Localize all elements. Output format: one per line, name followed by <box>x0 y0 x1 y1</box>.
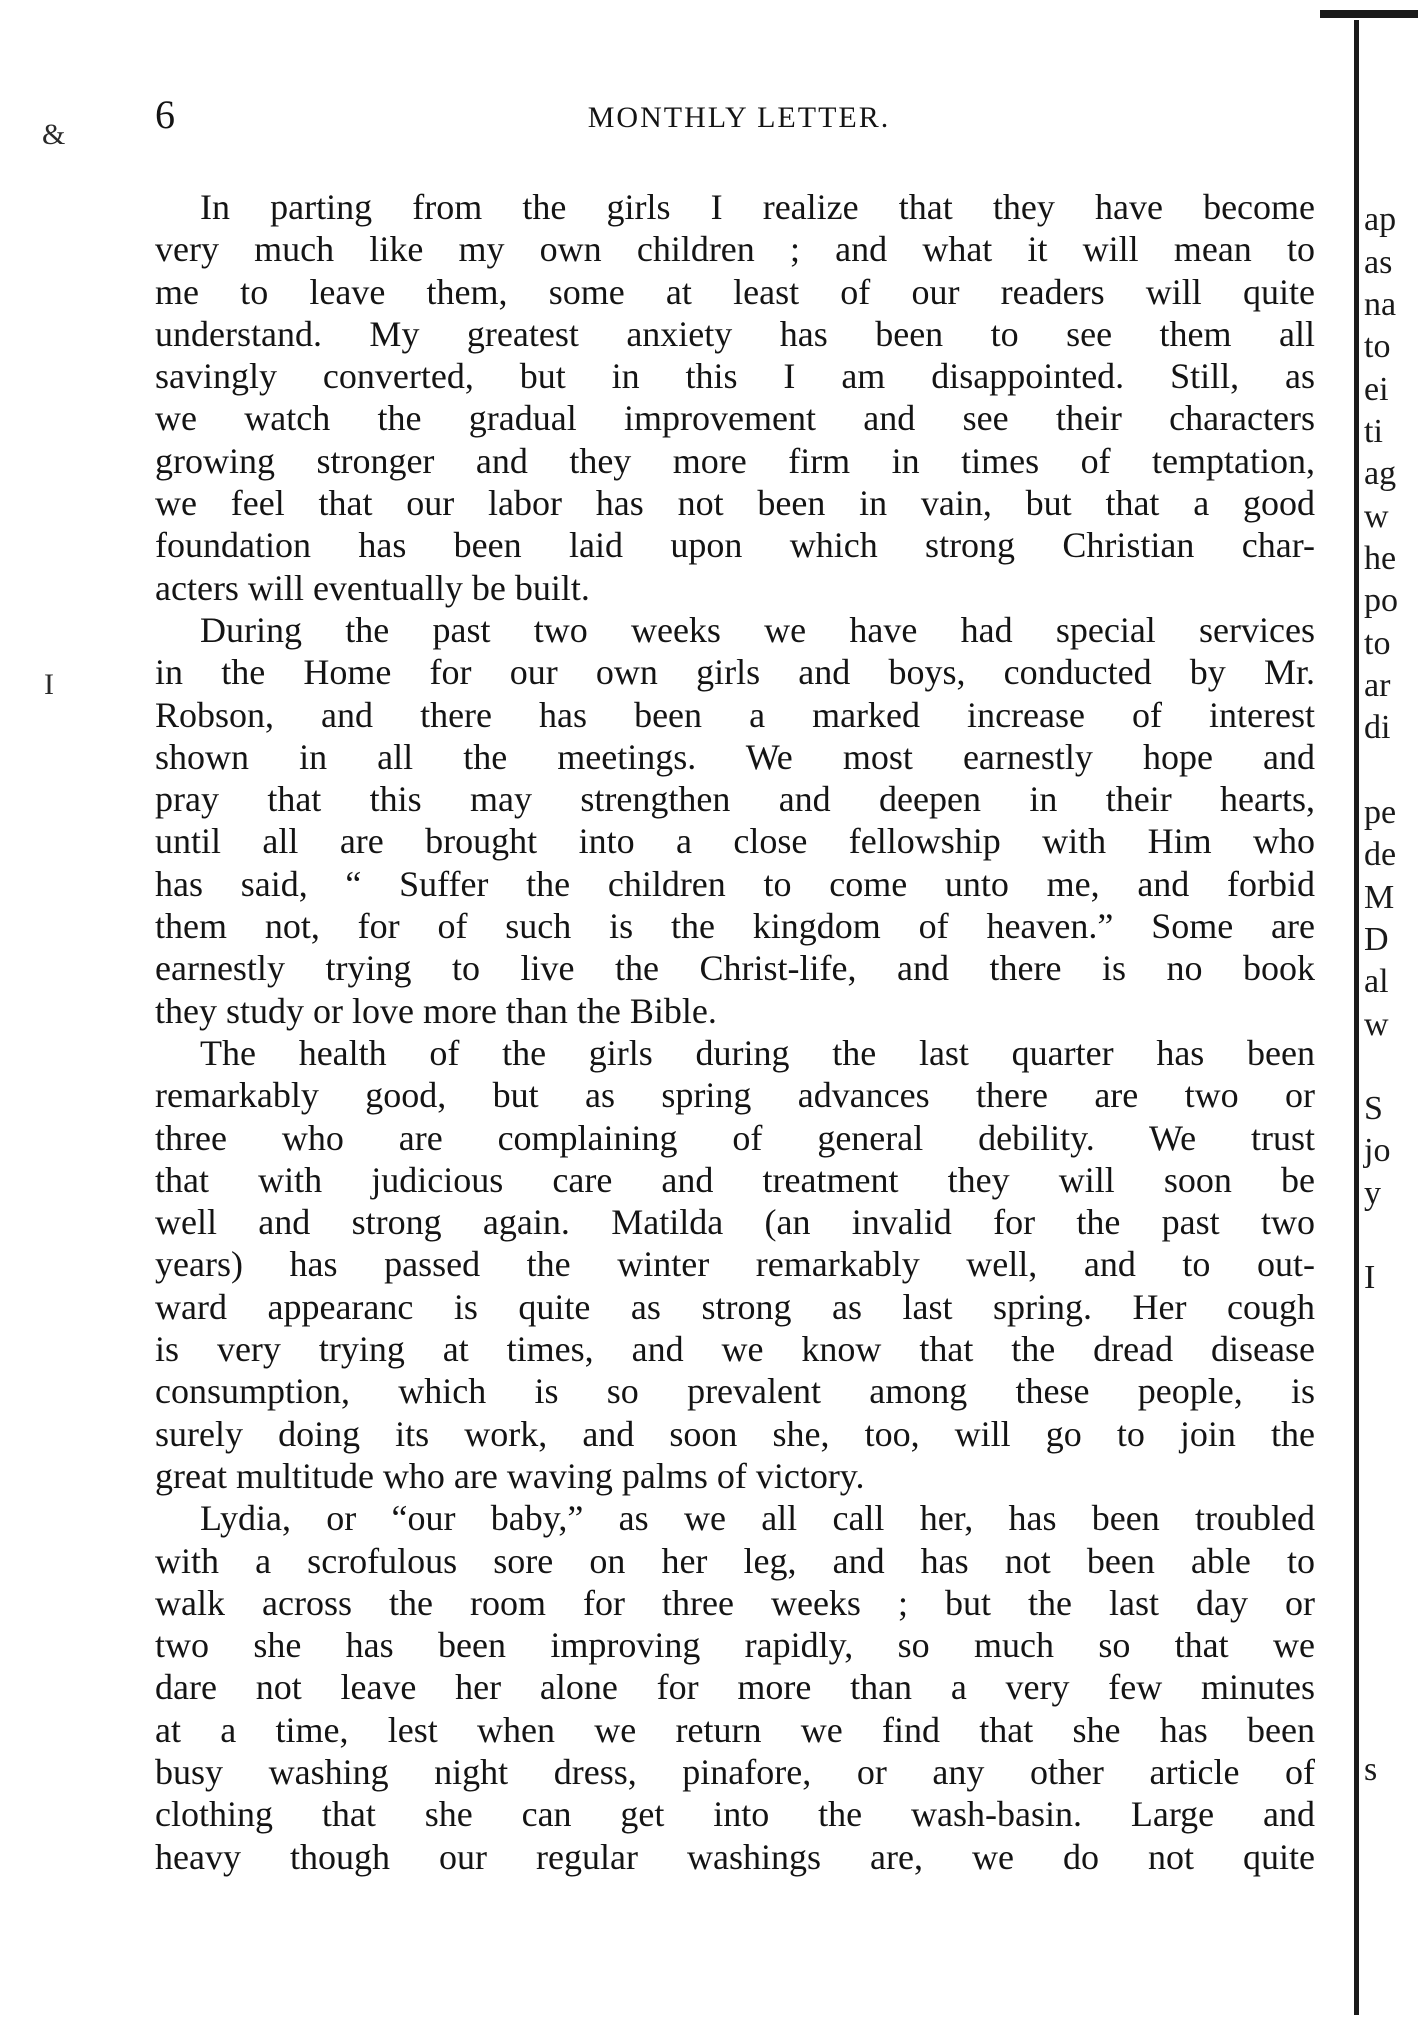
text-line: at a time, lest when we return we find that she has been <box>155 1709 1315 1750</box>
text-line: pray that this may strengthen and deepen in their hearts, <box>155 779 1315 820</box>
text-line: The health of the girls during the last quarter has been <box>200 1032 1315 1073</box>
running-title: MONTHLY LETTER. <box>587 101 891 134</box>
text-line: busy washing night dress, pinafore, or any other article of <box>155 1751 1315 1792</box>
bleed-fragment: ei <box>1364 371 1389 408</box>
bleed-fragment: as <box>1364 244 1393 281</box>
bleed-fragment: he <box>1364 540 1397 577</box>
bleed-fragment: jo <box>1364 1132 1391 1169</box>
bleed-fragment: s <box>1364 1751 1378 1788</box>
text-line: until all are brought into a close fellowship with Him who <box>155 821 1315 862</box>
text-line: they study or love more than the Bible. <box>155 990 717 1031</box>
text-line: Robson, and there has been a marked increase of interest <box>155 694 1315 735</box>
bleed-fragment: w <box>1364 1006 1389 1043</box>
left-margin-mark: & <box>42 118 66 151</box>
bleed-fragment: ti <box>1364 413 1383 450</box>
bleed-fragment: po <box>1364 582 1398 619</box>
bleed-fragment: w <box>1364 498 1389 535</box>
bleed-fragment: pe <box>1364 794 1397 831</box>
bleed-fragment: ap <box>1364 201 1397 238</box>
text-line: well and strong again. Matilda (an invalid for the past two <box>155 1202 1315 1243</box>
text-line: foundation has been laid upon which strong Christian char- <box>155 525 1315 566</box>
text-line: clothing that she can get into the wash-basin. Large and <box>155 1794 1315 1835</box>
text-line: is very trying at times, and we know that the dread disease <box>155 1329 1315 1370</box>
text-line: heavy though our regular washings are, we do not quite <box>155 1836 1315 1877</box>
bleed-fragment: D <box>1364 921 1389 958</box>
bleed-vertical-rule <box>1354 20 1359 2015</box>
text-line: we watch the gradual improvement and see their characters <box>155 398 1315 439</box>
bleed-fragment: I <box>1364 1259 1376 1296</box>
text-line: ward appearanc is quite as strong as last spring. Her cough <box>155 1286 1315 1327</box>
text-line: years) has passed the winter remarkably well, and to out- <box>155 1244 1315 1285</box>
bleed-fragment: to <box>1364 328 1391 365</box>
bleed-fragment: ar <box>1364 667 1391 704</box>
text-line: consumption, which is so prevalent among these people, is <box>155 1371 1315 1412</box>
bleed-fragment: na <box>1364 286 1397 323</box>
page-number: 6 <box>155 92 175 137</box>
bleed-fragment: S <box>1364 1090 1383 1127</box>
text-line: them not, for of such is the kingdom of heaven.” Some are <box>155 906 1315 947</box>
bleed-fragment: M <box>1364 879 1395 916</box>
paragraph-health <box>155 1032 1315 1497</box>
text-line: dare not leave her alone for more than a very few minutes <box>155 1667 1315 1708</box>
paragraph-lydia <box>155 1497 1315 1878</box>
text-line: growing stronger and they more firm in times of temptation, <box>155 440 1315 481</box>
text-line: two she has been improving rapidly, so much so that we <box>155 1625 1315 1666</box>
bleed-fragment: de <box>1364 836 1397 873</box>
left-margin-mark: I <box>44 668 54 701</box>
text-line: surely doing its work, and soon she, too, will go to join the <box>155 1413 1315 1454</box>
text-line: very much like my own children ; and what it will mean to <box>155 229 1315 270</box>
text-line: During the past two weeks we have had special services <box>200 609 1315 650</box>
paragraph-special-services <box>155 609 1315 1032</box>
body-text <box>155 186 1315 1878</box>
text-line: shown in all the meetings. We most earnestly hope and <box>155 736 1315 777</box>
text-line: understand. My greatest anxiety has been to see them all <box>155 313 1315 354</box>
paragraph-parting <box>155 186 1315 609</box>
bleed-top-rule <box>1320 10 1418 18</box>
bleed-fragment: y <box>1364 1175 1381 1212</box>
text-line: savingly converted, but in this I am disappointed. Still, as <box>155 356 1315 397</box>
text-line: has said, “ Suffer the children to come unto me, and forbid <box>155 863 1315 904</box>
text-line: Lydia, or “our baby,” as we all call her, has been troubled <box>200 1498 1315 1539</box>
text-line: with a scrofulous sore on her leg, and has not been able to <box>155 1540 1315 1581</box>
text-line: walk across the room for three weeks ; but the last day or <box>155 1582 1315 1623</box>
text-line: earnestly trying to live the Christ-life, and there is no book <box>155 948 1315 989</box>
text-line: remarkably good, but as spring advances there are two or <box>155 1075 1315 1116</box>
bleed-fragment: to <box>1364 625 1391 662</box>
text-line: In parting from the girls I realize that they have become <box>200 187 1315 227</box>
text-line: great multitude who are waving palms of victory. <box>155 1455 865 1496</box>
bleed-fragment: al <box>1364 963 1389 1000</box>
text-line: we feel that our labor has not been in vain, but that a good <box>155 483 1315 524</box>
page-header <box>155 92 1323 142</box>
bleed-fragment: ag <box>1364 455 1397 492</box>
text-line: me to leave them, some at least of our readers will quite <box>155 271 1315 312</box>
text-line: in the Home for our own girls and boys, conducted by Mr. <box>155 652 1315 693</box>
bleed-fragment: di <box>1364 709 1391 746</box>
adjacent-page-bleed <box>1320 0 1418 2017</box>
text-line: acters will eventually be built. <box>155 567 590 608</box>
text-line: that with judicious care and treatment they will soon be <box>155 1159 1315 1200</box>
text-line: three who are complaining of general debility. We trust <box>155 1117 1315 1158</box>
